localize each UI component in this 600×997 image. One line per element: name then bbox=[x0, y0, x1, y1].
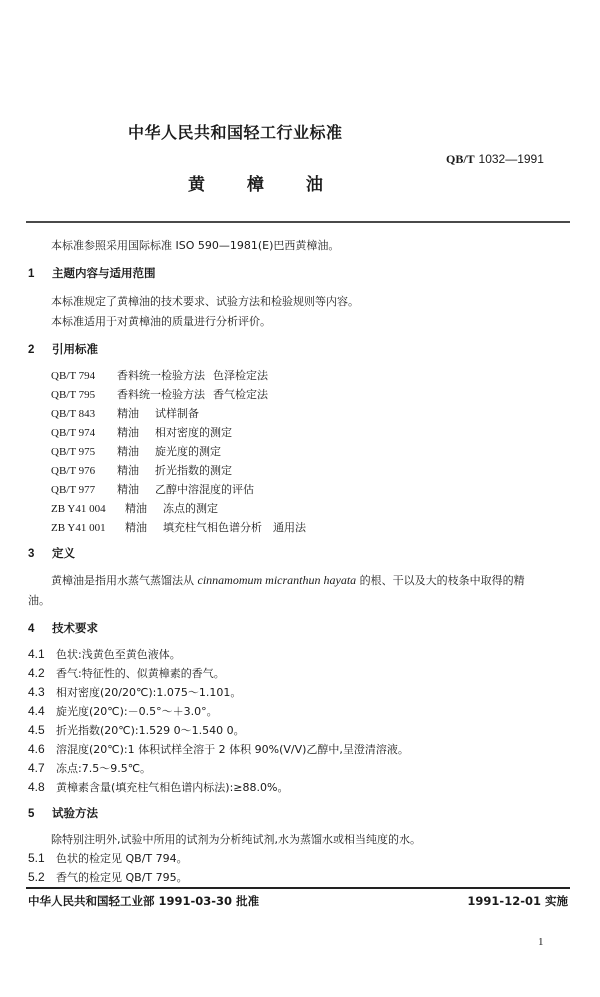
reference-item bbox=[51, 519, 306, 535]
standard-code bbox=[446, 152, 544, 167]
reference-title: 冻点的测定 bbox=[163, 502, 218, 515]
item-text: 香气的检定见 QB/T 795。 bbox=[56, 871, 188, 884]
item-number: 4.7 bbox=[28, 761, 45, 775]
definition-text-end: 的根、干以及大的枝条中取得的精 bbox=[356, 574, 525, 587]
item-text: 香气:特征性的、似黄樟素的香气。 bbox=[56, 667, 225, 680]
test-method-item bbox=[28, 869, 188, 885]
reference-item bbox=[51, 405, 199, 421]
section-4-heading bbox=[28, 620, 98, 636]
item-number: 5.2 bbox=[28, 870, 45, 884]
reference-code: QB/T 795 bbox=[51, 389, 96, 401]
reference-code: QB/T 974 bbox=[51, 427, 96, 439]
footer-divider bbox=[26, 887, 570, 889]
section-number: 2 bbox=[28, 344, 35, 356]
requirement-item bbox=[28, 779, 288, 795]
document-title: 黄 樟 油 bbox=[188, 175, 341, 195]
implementation-date: 1991-12-01 实施 bbox=[467, 894, 568, 908]
section-5-heading bbox=[28, 805, 98, 821]
reference-item bbox=[51, 367, 268, 383]
item-number: 4.3 bbox=[28, 685, 45, 699]
section-title: 技术要求 bbox=[52, 621, 98, 635]
reference-title: 香气检定法 bbox=[213, 388, 268, 401]
standard-number: 1032—1991 bbox=[478, 152, 544, 166]
reference-item bbox=[51, 443, 221, 459]
section-number: 1 bbox=[28, 268, 35, 280]
issuing-organization: 中华人民共和国轻工行业标准 bbox=[128, 123, 343, 142]
section-1-heading bbox=[28, 265, 156, 281]
reference-code: ZB Y41 001 bbox=[51, 522, 106, 534]
requirement-item bbox=[28, 722, 245, 738]
section-number: 5 bbox=[28, 808, 35, 820]
approval-date: 中华人民共和国轻工业部 1991-03-30 批准 bbox=[28, 894, 260, 908]
reference-item bbox=[51, 500, 218, 516]
requirement-item bbox=[28, 646, 181, 662]
section-title: 定义 bbox=[52, 546, 75, 560]
item-text: 相对密度(20/20℃):1.075～1.101。 bbox=[56, 686, 242, 699]
reference-title: 乙醇中溶混度的评估 bbox=[155, 483, 254, 496]
section-1-paragraph: 本标准规定了黄樟油的技术要求、试验方法和检验规则等内容。 bbox=[51, 295, 359, 308]
reference-category: 精油 bbox=[125, 521, 147, 534]
reference-category: 精油 bbox=[117, 407, 139, 420]
reference-title: 折光指数的测定 bbox=[155, 464, 232, 477]
reference-category: 精油 bbox=[117, 445, 139, 458]
requirement-item bbox=[28, 760, 151, 776]
reference-category: 精油 bbox=[125, 502, 147, 515]
reference-title: 试样制备 bbox=[155, 407, 199, 420]
definition-text-start: 黄樟油是指用水蒸气蒸馏法从 bbox=[51, 574, 198, 587]
reference-title: 相对密度的测定 bbox=[155, 426, 232, 439]
reference-title: 旋光度的测定 bbox=[155, 445, 221, 458]
reference-title: 填充柱气相色谱分析 通用法 bbox=[163, 521, 306, 534]
section-number: 3 bbox=[28, 548, 35, 560]
reference-category: 精油 bbox=[117, 464, 139, 477]
section-title: 主题内容与适用范围 bbox=[52, 266, 156, 280]
standard-prefix: QB/T bbox=[446, 152, 475, 166]
reference-code: ZB Y41 004 bbox=[51, 503, 106, 515]
definition-text bbox=[51, 572, 525, 588]
section-number: 4 bbox=[28, 623, 35, 635]
item-text: 色状的检定见 QB/T 794。 bbox=[56, 852, 188, 865]
reference-item bbox=[51, 481, 254, 497]
item-number: 5.1 bbox=[28, 851, 45, 865]
reference-title: 色泽检定法 bbox=[213, 369, 268, 382]
section-5-intro: 除特别注明外,试验中所用的试剂为分析纯试剂,水为蒸馏水或相当纯度的水。 bbox=[51, 833, 421, 846]
section-3-heading bbox=[28, 545, 75, 561]
reference-code: QB/T 975 bbox=[51, 446, 96, 458]
section-title: 试验方法 bbox=[52, 806, 98, 820]
item-text: 旋光度(20℃):－0.5°～＋3.0°。 bbox=[56, 705, 218, 718]
item-text: 折光指数(20℃):1.529 0～1.540 0。 bbox=[56, 724, 245, 737]
item-number: 4.1 bbox=[28, 647, 45, 661]
test-method-item bbox=[28, 850, 188, 866]
requirement-item bbox=[28, 703, 218, 719]
item-number: 4.4 bbox=[28, 704, 45, 718]
item-text: 冻点:7.5～9.5℃。 bbox=[56, 762, 152, 775]
page-number: 1 bbox=[538, 936, 544, 948]
latin-species-name: cinnamomum micranthun hayata bbox=[197, 573, 357, 587]
item-text: 黄樟素含量(填充柱气相色谱内标法):≥88.0%。 bbox=[56, 781, 289, 794]
reference-category: 精油 bbox=[117, 483, 139, 496]
reference-code: QB/T 794 bbox=[51, 370, 96, 382]
item-text: 溶混度(20℃):1 体积试样全溶于 2 体积 90%(V/V)乙醇中,呈澄清溶液。 bbox=[56, 743, 409, 756]
requirement-item bbox=[28, 665, 225, 681]
requirement-item bbox=[28, 684, 241, 700]
reference-item bbox=[51, 386, 268, 402]
requirement-item bbox=[28, 741, 409, 757]
item-number: 4.5 bbox=[28, 723, 45, 737]
item-number: 4.2 bbox=[28, 666, 45, 680]
reference-category: 香料统一检验方法 bbox=[117, 369, 205, 382]
reference-category: 香料统一检验方法 bbox=[117, 388, 205, 401]
reference-category: 精油 bbox=[117, 426, 139, 439]
section-1-paragraph: 本标准适用于对黄樟油的质量进行分析评价。 bbox=[51, 315, 271, 328]
reference-item bbox=[51, 462, 232, 478]
reference-item bbox=[51, 424, 232, 440]
reference-code: QB/T 843 bbox=[51, 408, 96, 420]
item-text: 色状:浅黄色至黄色液体。 bbox=[56, 648, 181, 661]
section-2-heading bbox=[28, 341, 98, 357]
reference-code: QB/T 976 bbox=[51, 465, 96, 477]
definition-continuation: 油。 bbox=[28, 594, 50, 607]
header-divider bbox=[26, 221, 570, 223]
reference-code: QB/T 977 bbox=[51, 484, 96, 496]
item-number: 4.8 bbox=[28, 780, 45, 794]
section-title: 引用标准 bbox=[52, 342, 98, 356]
item-number: 4.6 bbox=[28, 742, 45, 756]
preface-text: 本标准参照采用国际标准 ISO 590—1981(E)巴西黄樟油。 bbox=[51, 239, 340, 252]
